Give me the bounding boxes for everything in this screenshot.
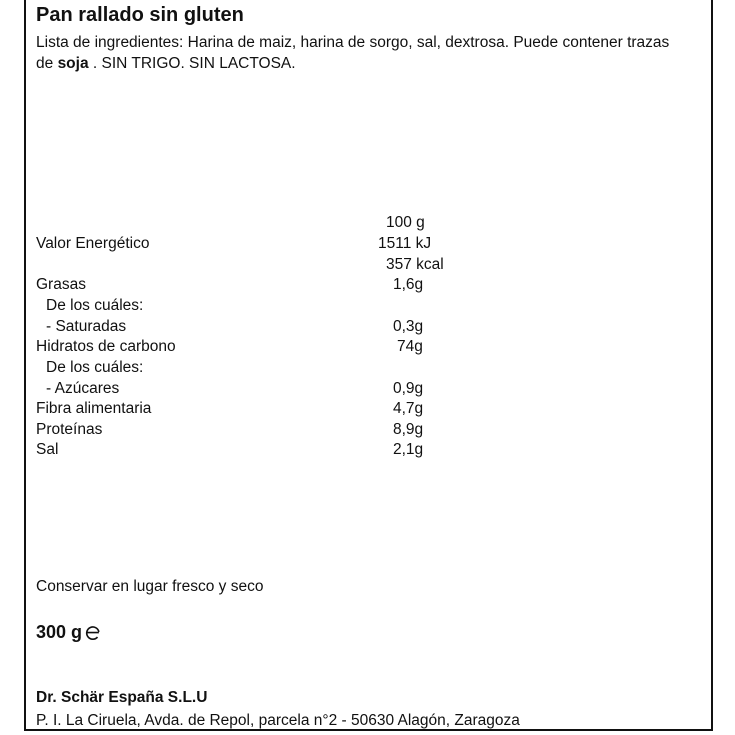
net-weight [36,622,102,643]
company-address: P. I. La Ciruela, Avda. de Repol, parcela n°2 - 50630 Alagón, Zaragoza [36,712,520,729]
product-title: Pan rallado sin gluten [36,4,244,26]
allergen-text: soja [57,55,89,72]
nutrition-row-label: De los cuáles: [46,297,144,314]
nutrition-header: 100 g [386,214,425,231]
nutrition-row-value: 2,1g [393,441,424,458]
nutrition-row-label: De los cuáles: [46,359,144,376]
ingredients-list [36,32,676,74]
storage-instructions: Conservar en lugar fresco y seco [36,578,264,595]
energy-label: Valor Energético [36,235,150,252]
company-name: Dr. Schär España S.L.U [36,689,208,706]
nutrition-row-value: 1,6g [393,276,424,293]
nutrition-row-label: Hidratos de carbono [36,338,176,355]
energy-kcal: 357 kcal [386,256,444,273]
nutrition-row-value: 74g [397,338,423,355]
nutrition-row-value: 0,3g [393,318,424,335]
nutrition-row-label: - Azúcares [46,380,120,397]
nutrition-row-value: 4,7g [393,400,424,417]
ingredients-suffix: . SIN TRIGO. SIN LACTOSA. [88,55,296,72]
nutrition-row-label: Fibra alimentaria [36,400,152,417]
nutrition-row-value: 8,9g [393,421,424,438]
nutrition-row-label: Sal [36,441,59,458]
estimated-sign-icon [84,624,102,642]
nutrition-row-label: Proteínas [36,421,103,438]
nutrition-row-label: - Saturadas [46,318,127,335]
ingredients-text: Lista de ingredientes: Harina de maiz, harina de sorgo, sal, dextrosa. Puede contener trazas de [36,34,670,72]
nutrition-row-label: Grasas [36,276,86,293]
net-weight-value: 300 g [36,622,83,642]
energy-kj: 1511 kJ [378,235,432,252]
nutrition-row-value: 0,9g [393,380,424,397]
